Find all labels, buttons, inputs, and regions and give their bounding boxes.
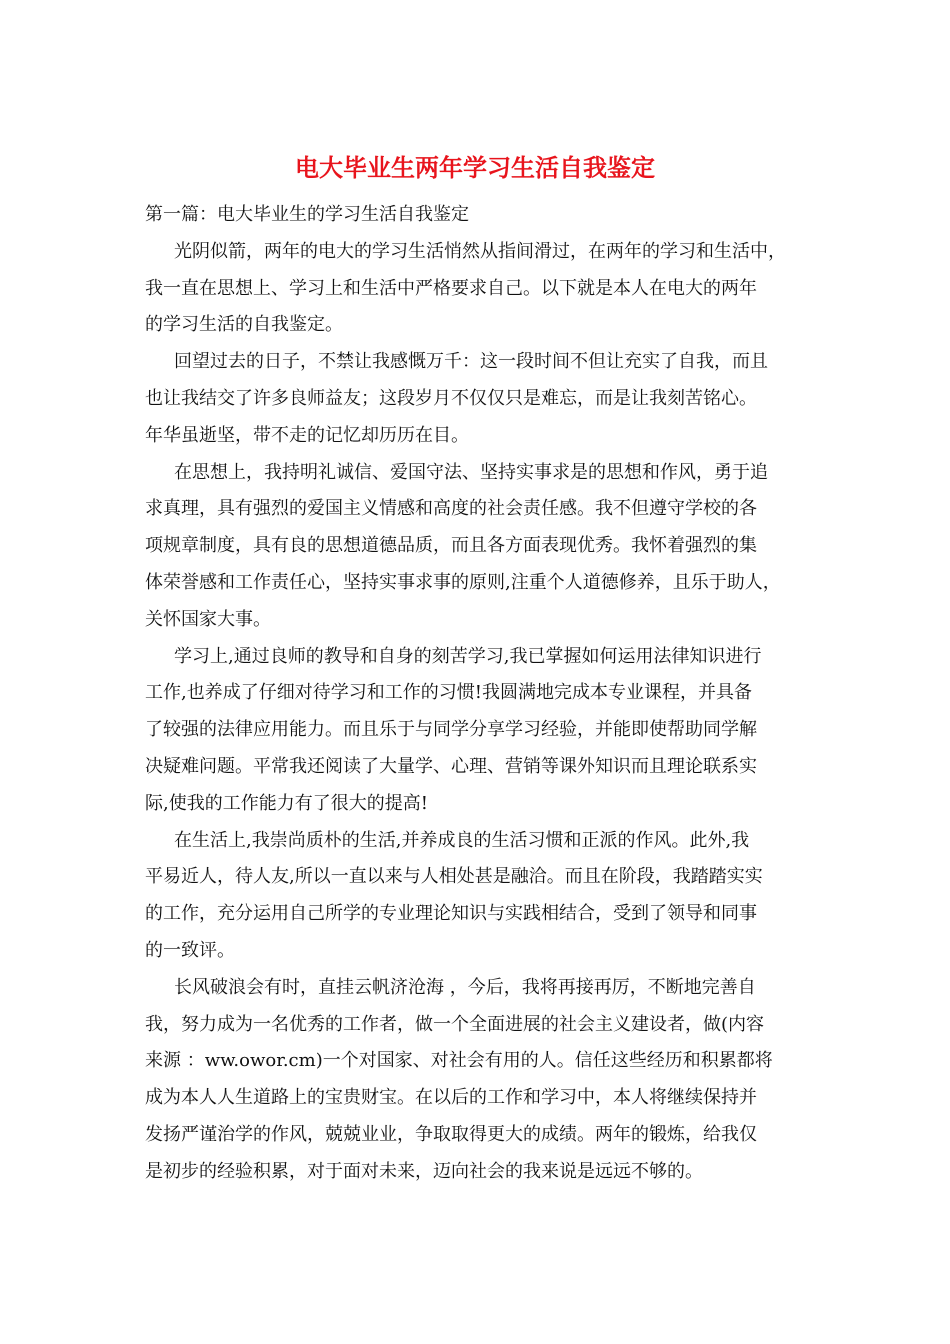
paragraph-line: 年华虽逝坚，带不走的记忆却历历在目。 bbox=[145, 424, 469, 446]
paragraph-line: 发扬严谨治学的作风，兢兢业业，争取取得更大的成绩。两年的锻炼，给我仅 bbox=[145, 1123, 757, 1145]
paragraph-3 bbox=[145, 455, 815, 639]
paragraph-line: 平易近人，待人友,所以一直以来与人相处甚是融洽。而且在阶段，我踏踏实实 bbox=[145, 866, 763, 888]
paragraph-6 bbox=[145, 970, 815, 1191]
paragraph-2 bbox=[145, 344, 815, 454]
paragraph-4 bbox=[145, 639, 815, 823]
paragraph-line: 我，努力成为一名优秀的工作者，做一个全面进展的社会主义建设者，做(内容 bbox=[145, 1013, 765, 1035]
paragraph-line: 的工作，充分运用自己所学的专业理论知识与实践相结合，受到了领导和同事 bbox=[145, 903, 757, 925]
paragraph-line: 在思想上，我持明礼诚信、爱国守法、坚持实事求是的思想和作风，勇于追 bbox=[174, 461, 768, 483]
document-body bbox=[145, 197, 815, 1191]
paragraph-line: 也让我结交了许多良师益友；这段岁月不仅仅只是难忘，而是让我刻苦铭心。 bbox=[145, 387, 757, 409]
section-heading: 第一篇：电大毕业生的学习生活自我鉴定 bbox=[145, 204, 469, 225]
paragraph-line: 来源 ：ww.owor.cm)一个对国家、对社会有用的人。信任这些经历和积累都将 bbox=[145, 1050, 773, 1072]
paragraph-line: 光阴似箭，两年的电大的学习生活悄然从指间滑过，在两年的学习和生活中， bbox=[174, 240, 786, 262]
paragraph-line: 长风破浪会有时，直挂云帆济沧海 ，今后，我将再接再厉，不断地完善自 bbox=[174, 976, 756, 998]
document-title: 电大毕业生两年学习生活自我鉴定 bbox=[295, 153, 655, 182]
paragraph-line: 的一致评。 bbox=[145, 939, 235, 961]
paragraph-line: 成为本人人生道路上的宝贵财宝。在以后的工作和学习中，本人将继续保持并 bbox=[145, 1087, 757, 1109]
paragraph-line: 了较强的法律应用能力。而且乐于与同学分享学习经验，并能即使帮助同学解 bbox=[145, 719, 757, 741]
paragraph-line: 际,使我的工作能力有了很大的提高! bbox=[145, 792, 428, 814]
paragraph-line: 关怀国家大事。 bbox=[145, 608, 271, 630]
paragraph-line: 求真理，具有强烈的爱国主义情感和高度的社会责任感。我不但遵守学校的各 bbox=[145, 498, 757, 520]
paragraph-line: 学习上,通过良师的教导和自身的刻苦学习,我已掌握如何运用法律知识进行 bbox=[174, 645, 762, 667]
paragraph-5 bbox=[145, 823, 815, 970]
paragraph-line: 体荣誉感和工作责任心，坚持实事求事的原则,注重个人道德修养，且乐于助人， bbox=[145, 571, 781, 593]
paragraph-line: 的学习生活的自我鉴定。 bbox=[145, 314, 343, 336]
paragraph-line: 决疑难问题。平常我还阅读了大量学、心理、营销等课外知识而且理论联系实 bbox=[145, 755, 757, 777]
paragraph-line: 我一直在思想上、学习上和生活中严格要求自己。以下就是本人在电大的两年 bbox=[145, 277, 757, 299]
paragraph-line: 回望过去的日子，不禁让我感慨万千：这一段时间不但让充实了自我，而且 bbox=[174, 351, 768, 373]
paragraph-line: 项规章制度，具有良的思想道德品质，而且各方面表现优秀。我怀着强烈的集 bbox=[145, 535, 757, 557]
paragraph-1 bbox=[145, 234, 815, 344]
paragraph-line: 工作,也养成了仔细对待学习和工作的习惯!我圆满地完成本专业课程，并具备 bbox=[145, 682, 752, 704]
paragraph-line: 在生活上,我崇尚质朴的生活,并养成良的生活习惯和正派的作风。此外,我 bbox=[174, 829, 750, 851]
paragraph-line: 是初步的经验积累，对于面对未来，迈向社会的我来说是远远不够的。 bbox=[145, 1160, 703, 1182]
